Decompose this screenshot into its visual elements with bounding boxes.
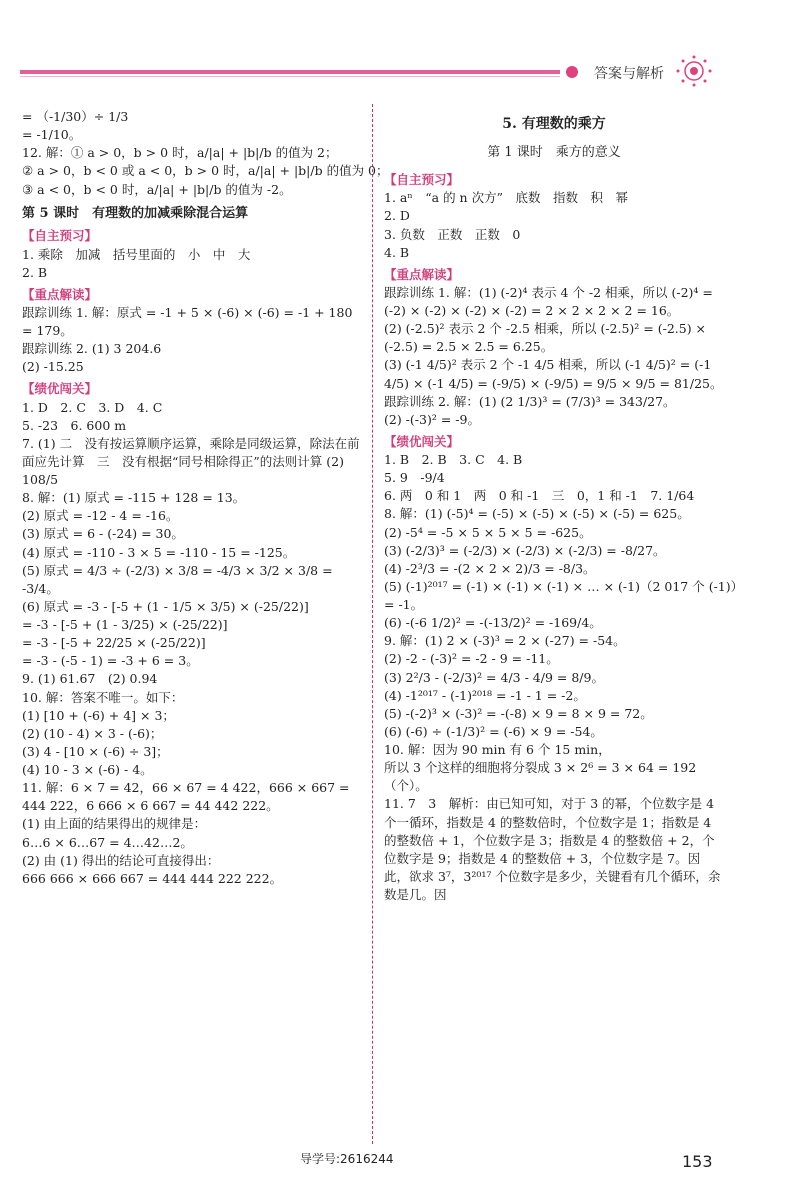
left-line: 9. (1) 61.67 (2) 0.94 [22, 671, 158, 687]
right-line: (4) -1²⁰¹⁷ - (-1)²⁰¹⁸ = -1 - 1 = -2。 [384, 687, 586, 703]
left-line: 7. (1) 二 没有按运算顺序运算，乘除是同级运算，除法在前面应先计算 三 没有根据“同号相除得正”的法则计算 (2) 108/5 [22, 435, 360, 488]
right-line: 8. 解：(1) (-5)⁴ = (-5) × (-5) × (-5) × (-5) = 625。 [384, 506, 690, 522]
left-line: (1) [10 + (-6) + 4] × 3； [22, 707, 175, 723]
right-line: (5) -(-2)³ × (-3)² = -(-8) × 9 = 8 × 9 = 72。 [384, 705, 653, 721]
left-line: 8. 解：(1) 原式 = -115 + 128 = 13。 [22, 490, 246, 506]
left-line: 1. 乘除 加减 括号里面的 小 中 大 [22, 246, 251, 262]
right-line: 5. 9 -9/4 [384, 470, 445, 486]
right-line: (2) -5⁴ = -5 × 5 × 5 × 5 = -625。 [384, 524, 592, 540]
left-line: 666 666 × 666 667 = 444 444 222 222。 [22, 870, 283, 886]
right-line: 【自主预习】 [384, 172, 460, 188]
left-line: (6) 原式 = -3 - [-5 + (1 - 1/5 × 3/5) × (-25/22)] [22, 598, 309, 614]
right-line: (6) (-6) ÷ (-1/3)² = (-6) × 9 = -54。 [384, 723, 603, 739]
header-bullet-icon [566, 66, 578, 78]
left-line: 跟踪训练 2. (1) 3 204.6 [22, 341, 162, 357]
left-line: 2. B [22, 264, 48, 280]
left-column [22, 108, 389, 888]
right-line: 4. B [384, 244, 410, 260]
right-line: (4) -2³/3 = -(2 × 2 × 2)/3 = -8/3。 [384, 560, 596, 576]
right-line: (5) (-1)²⁰¹⁷ = (-1) × (-1) × (-1) × … × (-1)（2 017 个 (-1)） [384, 578, 744, 594]
left-line: = （-1/30）÷ 1/3 [22, 109, 129, 124]
right-line: 第 1 课时 乘方的意义 [487, 145, 621, 161]
left-line: (2) 原式 = -12 - 4 = -16。 [22, 508, 179, 524]
right-line: 3. 负数 正数 正数 0 [384, 226, 521, 242]
right-line: 6. 两 0 和 1 两 0 和 -1 三 0，1 和 -1 7. 1/64 [384, 488, 695, 504]
left-line: = -3 - (-5 - 1) = -3 + 6 = 3。 [22, 653, 199, 669]
left-line: (2) (10 - 4) × 3 - (-6)； [22, 725, 163, 741]
left-line: (4) 原式 = -110 - 3 × 5 = -110 - 15 = -125。 [22, 544, 296, 560]
right-line: 9. 解：(1) 2 × (-3)³ = 2 × (-27) = -54。 [384, 633, 626, 649]
left-line: 【重点解读】 [22, 286, 98, 302]
left-line: 跟踪训练 1. 解：原式 = -1 + 5 × (-6) × (-6) = -1 + 180 = 179。 [22, 304, 353, 339]
right-line: 5. 有理数的乘方 [502, 116, 606, 132]
column-divider [372, 104, 373, 1144]
right-line: 2. D [384, 208, 410, 224]
right-line: (2) (-2.5)² 表示 2 个 -2.5 相乘，所以 (-2.5)² = (-2.5) × (-2.5) = 2.5 × 2.5 = 6.25。 [384, 321, 707, 355]
left-line: 11. 解：6 × 7 = 42，66 × 67 = 4 422，666 × 667 = 444 222，6 666 × 6 667 = 44 442 222。 [22, 780, 350, 814]
right-line: 【重点解读】 [384, 266, 460, 282]
right-line: 所以 3 个这样的细胞将分裂成 3 × 2⁶ = 3 × 64 = 192（个）。 [384, 760, 697, 794]
left-line: (3) 4 - [10 × (-6) ÷ 3]； [22, 743, 169, 759]
right-line: (2) -(-3)² = -9。 [384, 411, 480, 427]
right-column [384, 108, 744, 904]
left-line: 10. 解：答案不唯一。如下： [22, 689, 184, 705]
left-line: = -1/10。 [22, 127, 82, 143]
left-line: 1. D 2. C 3. D 4. C [22, 399, 163, 415]
right-line: (3) (-2/3)³ = (-2/3) × (-2/3) × (-2/3) = -8/27。 [384, 542, 666, 558]
right-line: (3) (-1 4/5)² 表示 2 个 -1 4/5 相乘，所以 (-1 4/5)² = (-1 4/5) × (-1 4/5) = (-9/5) × (-9/5) = 9/5 × 9/5 = 81/25。 [384, 357, 723, 391]
left-line: 5. -23 6. 600 m [22, 417, 127, 433]
left-line: = -3 - [-5 + (1 - 3/25) × (-25/22)] [22, 617, 228, 633]
left-line: 【自主预习】 [22, 228, 98, 244]
guide-number: 导学号:2616244 [300, 1152, 394, 1166]
right-line: 10. 解：因为 90 min 有 6 个 15 min， [384, 742, 611, 758]
right-line: (6) -(-6 1/2)² = -(-13/2)² = -169/4。 [384, 615, 602, 631]
right-line: 【绩优闯关】 [384, 433, 460, 449]
right-line: 跟踪训练 1. 解：(1) (-2)⁴ 表示 4 个 -2 相乘，所以 (-2)⁴ = (-2) × (-2) × (-2) × (-2) = 2 × 2 × 2 × 2 = 16。 [384, 284, 713, 319]
left-line: 12. 解：① a > 0，b > 0 时，a/|a| + |b|/b 的值为 2； [22, 145, 338, 161]
left-line: 第 5 课时 有理数的加减乘除混合运算 [22, 205, 249, 221]
left-line: (2) 由 (1) 得出的结论可直接得出： [22, 852, 220, 868]
right-line: 1. B 2. B 3. C 4. B [384, 452, 523, 468]
left-line: ③ a < 0，b < 0 时，a/|a| + |b|/b 的值为 -2。 [22, 181, 292, 197]
page-number: 153 [682, 1152, 713, 1171]
sun-logo-icon [672, 54, 716, 88]
left-line: (3) 原式 = 6 - (-24) = 30。 [22, 526, 184, 542]
left-line: (5) 原式 = 4/3 ÷ (-2/3) × 3/8 = -4/3 × 3/2 × 3/8 = -3/4。 [22, 562, 333, 596]
left-line: 6…6 × 6…67 = 4…42…2。 [22, 834, 193, 850]
left-line: (2) -15.25 [22, 359, 84, 375]
right-line: = -1。 [384, 597, 424, 613]
header-title: 答案与解析 [594, 66, 664, 82]
right-line: 11. 7 3 解析：由已知可知，对于 3 的幂，个位数字是 4 个一循环，指数是 4 的整数倍时，个位数字是 1；指数是 4 的整数倍 + 1，个位数字是 3；指数是 4 的整数倍 + 2，个位数字是 9；指数是 4 的整数倍 + 3，个位数字是 7。因此，欲求 3⁷，3²⁰¹⁷ 个位数字是多少，关键看有几个循环，余数是几。因 [384, 796, 721, 903]
right-line: 跟踪训练 2. 解：(1) (2 1/3)³ = (7/3)³ = 343/27。 [384, 393, 676, 409]
header-rule-thin [20, 76, 560, 77]
left-line: = -3 - [-5 + 22/25 × (-25/22)] [22, 635, 206, 651]
header-rule [20, 70, 560, 74]
right-line: (3) 2²/3 - (-2/3)² = 4/3 - 4/9 = 8/9。 [384, 669, 604, 685]
right-line: 1. aⁿ “a 的 n 次方” 底数 指数 积 幂 [384, 190, 628, 206]
left-line: (1) 由上面的结果得出的规律是： [22, 816, 207, 832]
right-line: (2) -2 - (-3)² = -2 - 9 = -11。 [384, 651, 559, 667]
left-line: 【绩优闯关】 [22, 381, 98, 397]
left-line: ② a > 0，b < 0 或 a < 0，b > 0 时，a/|a| + |b|/b 的值为 0； [22, 163, 389, 179]
left-line: (4) 10 - 3 × (-6) - 4。 [22, 762, 153, 778]
